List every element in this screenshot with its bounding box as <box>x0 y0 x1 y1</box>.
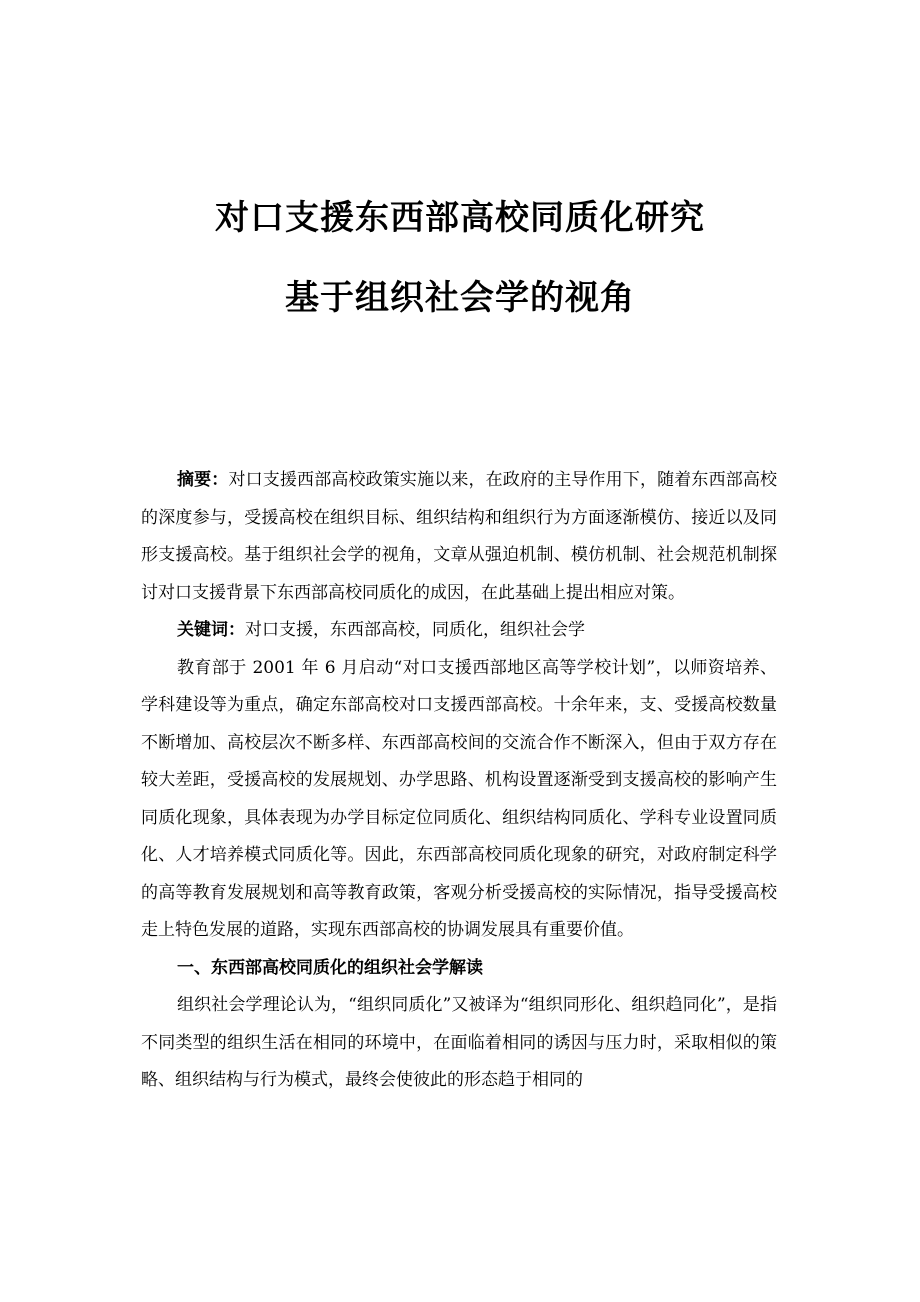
abstract-label: 摘要： <box>177 470 229 490</box>
document-title: 对口支援东西部高校同质化研究 <box>215 198 705 238</box>
keywords-text: 对口支援，东西部高校，同质化，组织社会学 <box>245 620 585 640</box>
document-subtitle: 基于组织社会学的视角 <box>285 278 635 318</box>
abstract-text: 对口支援西部高校政策实施以来，在政府的主导作用下，随着东西部高校的深度参与，受援高校在组织目标、组织结构和组织行为方面逐渐模仿、接近以及同形支援高校。基于组织社会学的视角，文章从强迫机制、模仿机制、社会规范机制探讨对口支援背景下东西部高校同质化的成因，在此基础上提出相应对策。 <box>141 470 778 603</box>
intro-paragraph: 教育部于 2001 年 6 月启动“对口支援西部地区高等学校计划”，以师资培养、学科建设等为重点，确定东部高校对口支援西部高校。十余年来，支、受援高校数量不断增加、高校层次不断多样、东西部高校间的交流合作不断深入，但由于双方存在较大差距，受援高校的发展规划、办学思路、机构设置逐渐受到支援高校的影响产生同质化现象，具体表现为办学目标定位同质化、组织结构同质化、学科专业设置同质化、人才培养模式同质化等。因此，东西部高校同质化现象的研究，对政府制定科学的高等教育发展规划和高等教育政策，客观分析受援高校的实际情况，指导受援高校走上特色发展的道路，实现东西部高校的协调发展具有重要价值。 <box>141 657 777 940</box>
abstract-paragraph <box>141 462 777 612</box>
section-heading: 一、东西部高校同质化的组织社会学解读 <box>177 957 483 978</box>
keywords-label: 关键词： <box>177 620 245 640</box>
section-paragraph: 组织社会学理论认为，“组织同质化”又被译为“组织同形化、组织趋同化”，是指不同类型的组织生活在相同的环境中，在面临着相同的诱因与压力时，采取相似的策略、组织结构与行为模式，最终会使彼此的形态趋于相同的 <box>141 995 777 1090</box>
document-body <box>141 462 777 1100</box>
keywords-paragraph <box>141 612 777 650</box>
